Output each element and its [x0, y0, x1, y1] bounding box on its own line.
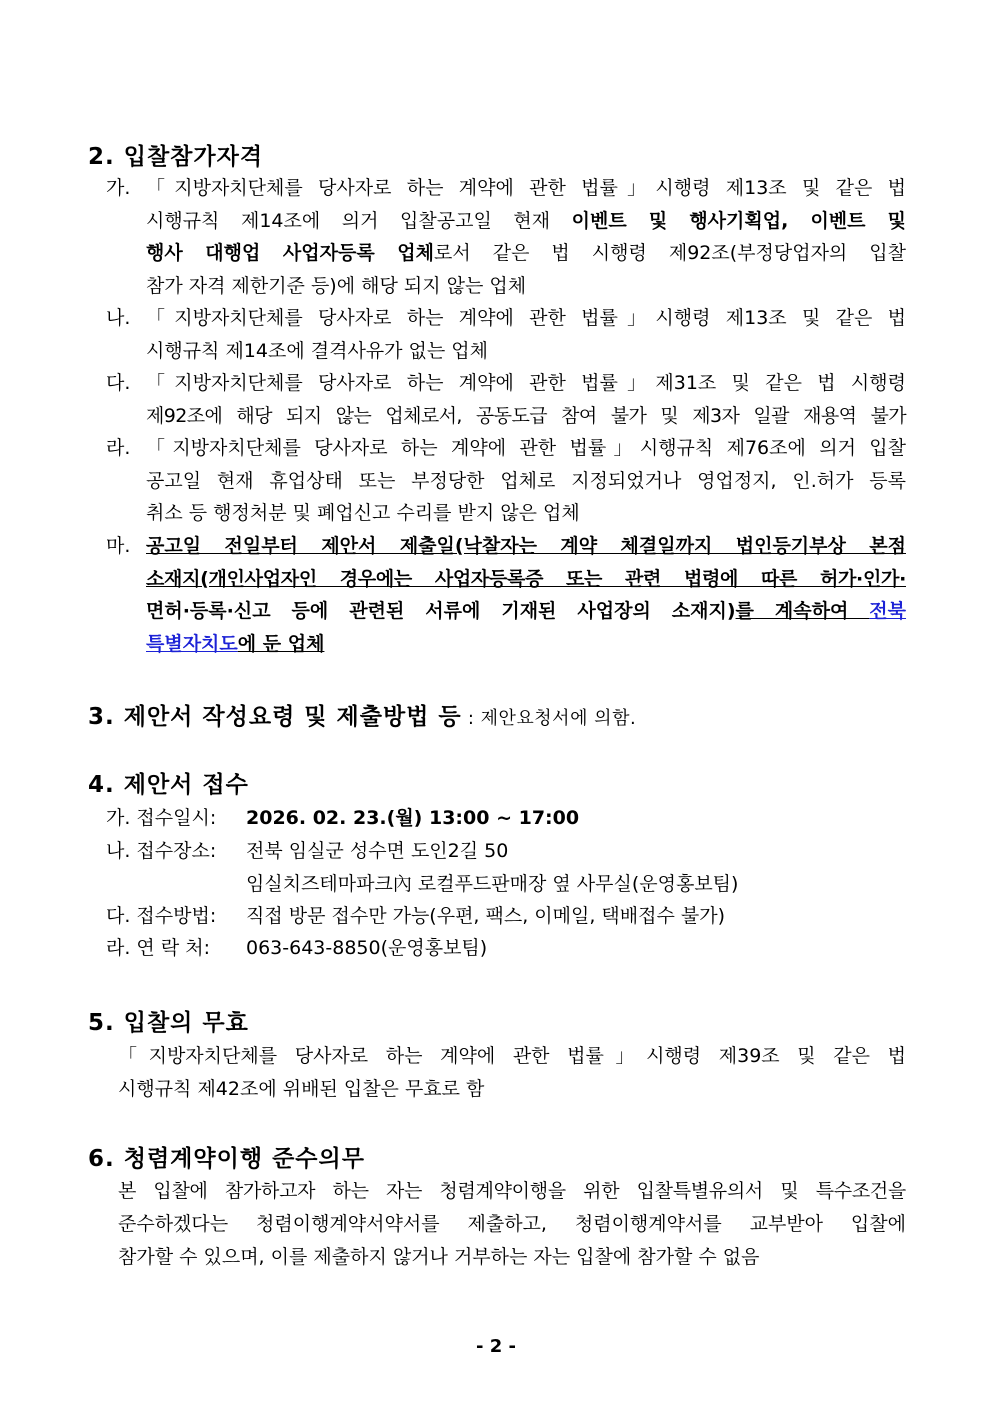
item-line: 행사 대행업 사업자등록 업체로서 같은 법 시행령 제92조(부정당업자의 입찰: [146, 242, 906, 264]
item-marker: 라.: [106, 437, 131, 459]
receipt-value: 2026. 02. 23.(월) 13:00 ~ 17:00: [246, 807, 580, 829]
body-line: 시행규칙 제42조에 위배된 입찰은 무효로 함: [118, 1078, 485, 1100]
section-2-item-da: [106, 367, 906, 432]
section-2-item-na: [106, 302, 906, 367]
item-line: 참가 자격 제한기준 등)에 해당 되지 않는 업체: [146, 274, 527, 297]
bold-text: 이벤트 및 행사기획업, 이벤트 및: [571, 209, 906, 232]
item-marker: 마.: [106, 535, 131, 557]
section-5-title: 5. 입찰의 무효: [88, 1010, 249, 1036]
item-line: 공고일 현재 휴업상태 또는 부정당한 업체로 지정되었거나 영업정지, 인.허가 등록: [146, 469, 906, 492]
item-line: 소재지(개인사업자인 경우에는 사업자등록증 또는 관련 법령에 따른 허가·인가·: [146, 567, 906, 590]
item-marker: 나.: [106, 307, 131, 329]
body-line: 본 입찰에 참가하고자 하는 자는 청렴계약이행을 위한 입찰특별유의서 및 특수조건을: [118, 1180, 906, 1202]
item-line: 시행규칙 제14조에 결격사유가 없는 업체: [146, 339, 488, 362]
item-line: 「지방자치단체를 당사자로 하는 계약에 관한 법률」시행령 제13조 및 같은 법: [146, 177, 906, 199]
body-line: 준수하겠다는 청렴이행계약서약서를 제출하고, 청렴이행계약서를 교부받아 입찰에: [118, 1213, 906, 1235]
highlight-text: 특별자치도: [146, 632, 238, 655]
item-line: 시행규칙 제14조에 의거 입찰공고일 현재 이벤트 및 행사기획업, 이벤트 및: [146, 209, 906, 232]
highlight-text: 전북: [869, 600, 907, 622]
item-line: 공고일 전일부터 제안서 제출일(낙찰자는 계약 체결일까지 법인등기부상 본점: [146, 535, 906, 557]
item-line: 면허·등록·신고 등에 관련된 서류에 기재된 사업장의 소재지)를 계속하여 전북: [146, 600, 907, 622]
receipt-row: [106, 900, 725, 933]
receipt-row: [106, 932, 487, 965]
body-line: 「지방자치단체를 당사자로 하는 계약에 관한 법률」시행령 제39조 및 같은 법: [118, 1045, 906, 1067]
section-2-item-ma: [106, 530, 906, 660]
item-line: 「지방자치단체를 당사자로 하는 계약에 관한 법률」시행령 제13조 및 같은 법: [146, 307, 906, 329]
page-number: - 2 -: [476, 1336, 516, 1357]
item-line: 취소 등 행정처분 및 폐업신고 수리를 받지 않은 업체: [146, 502, 580, 524]
body-line: 참가할 수 있으며, 이를 제출하지 않거나 거부하는 자는 입찰에 참가할 수 없음: [118, 1246, 760, 1268]
item-line: 「지방자치단체를 당사자로 하는 계약에 관한 법률」제31조 및 같은 법 시행령: [146, 372, 906, 394]
receipt-value: 임실치즈테마파크內 로컬푸드판매장 옆 사무실(운영홍보팀): [246, 873, 739, 895]
bold-text: 행사 대행업 사업자등록 업체: [146, 242, 434, 264]
receipt-label: 다. 접수방법:: [106, 905, 217, 927]
section-6-title: 6. 청렴계약이행 준수의무: [88, 1146, 365, 1172]
receipt-row: [106, 868, 738, 901]
receipt-row: [106, 835, 508, 868]
receipt-value: 063-643-8850(운영홍보팀): [246, 937, 488, 959]
section-2-item-ra: [106, 432, 906, 530]
receipt-label: 라. 연 락 처:: [106, 937, 210, 959]
item-line: 제92조에 해당 되지 않는 업체로서, 공동도급 참여 불가 및 제3자 일괄 재용역 불가: [146, 404, 906, 427]
section-2-title: 2. 입찰참가자격: [88, 144, 264, 170]
item-marker: 가.: [106, 177, 131, 199]
item-line: 「지방자치단체를 당사자로 하는 계약에 관한 법률」시행규칙 제76조에 의거 입찰: [146, 437, 906, 459]
section-2-item-ga: [106, 172, 906, 302]
section-3-title: 3. 제안서 작성요령 및 제출방법 등 : 제안요청서에 의함.: [88, 704, 637, 730]
section-4-title: 4. 제안서 접수: [88, 772, 249, 798]
section-3-note: : 제안요청서에 의함.: [461, 708, 637, 729]
item-marker: 다.: [106, 372, 131, 394]
receipt-value: 직접 방문 접수만 가능(우편, 팩스, 이메일, 택배접수 불가): [246, 905, 726, 927]
receipt-label: 가. 접수일시:: [106, 807, 217, 829]
item-line: 특별자치도에 둔 업체: [146, 632, 325, 655]
receipt-row: [106, 802, 579, 835]
receipt-label: 나. 접수장소:: [106, 840, 217, 862]
receipt-value: 전북 임실군 성수면 도인2길 50: [246, 840, 509, 862]
section-6-body: [118, 1175, 906, 1274]
section-5-body: [118, 1040, 906, 1106]
